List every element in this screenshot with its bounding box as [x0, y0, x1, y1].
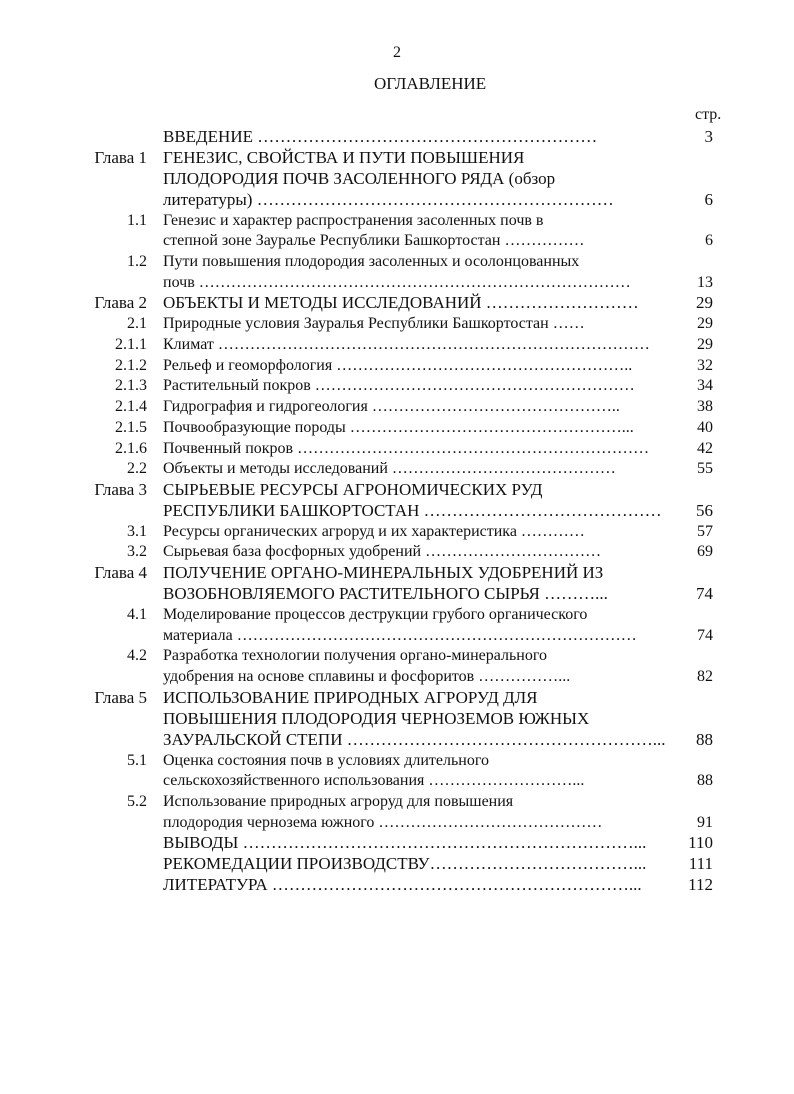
toc-entry-title: [163, 542, 668, 563]
toc-entry-page: 38: [697, 398, 713, 416]
toc-entry-number: 1.1: [127, 211, 147, 229]
toc-entry-title: [163, 480, 668, 522]
toc-entry-title-line: ИСПОЛЬЗОВАНИЕ ПРИРОДНЫХ АГРОРУД ДЛЯ: [163, 687, 538, 707]
toc-entry-title: [163, 397, 668, 418]
toc-entry-number: Глава 4: [94, 563, 147, 583]
toc-entry-title-line: степной зоне Зауралье Республики Башкортостан ……………: [163, 232, 585, 250]
toc-entry-page: 56: [696, 500, 713, 520]
toc-entry-number: 3.2: [127, 543, 147, 561]
toc-entry-title: [163, 418, 668, 439]
toc-entry-title: [163, 439, 668, 460]
toc-entry-page: 29: [697, 315, 713, 333]
toc-entry-title: [163, 314, 668, 335]
toc-entry: [0, 127, 794, 148]
toc-entry-page: 34: [697, 377, 713, 395]
toc-entry-title-line: Ресурсы органических агроруд и их характеристика …………: [163, 522, 585, 540]
toc-entry: [0, 459, 794, 480]
toc-entry-title-line: Пути повышения плодородия засоленных и осолонцованных: [163, 253, 580, 271]
toc-entry-page: 3: [704, 127, 713, 146]
toc-entry: [0, 376, 794, 397]
toc-entry-page: 111: [688, 854, 713, 874]
toc-entry-number: Глава 3: [94, 479, 147, 499]
toc-entry-page: 110: [688, 833, 713, 853]
toc-entry-title: [163, 854, 668, 875]
toc-entry-title: [163, 356, 668, 377]
toc-entry-title-line: ЛИТЕРАТУРА ………………………………………………………...: [163, 875, 642, 895]
toc-entry-number: 5.1: [127, 751, 147, 769]
toc-entry-page: 6: [705, 232, 713, 250]
page-title: ОГЛАВЛЕНИЕ: [374, 74, 487, 93]
toc-entry-title-line: почв ………………………………………………………………………: [163, 273, 631, 291]
toc-entry-title-line: РЕСПУБЛИКИ БАШКОРТОСТАН ……………………………………: [163, 500, 662, 520]
toc-entry-title: [163, 335, 668, 356]
toc-entry-title: [163, 833, 668, 854]
toc-entry: [0, 356, 794, 377]
toc-entry-page: 55: [697, 460, 713, 478]
toc-entry-title: [163, 563, 668, 605]
toc-entry-title-line: плодородия чернозема южного ……………………………………: [163, 813, 603, 831]
toc-entry-page: 40: [697, 418, 713, 436]
toc-entry-number: 2.1.5: [115, 418, 147, 436]
toc-entry-title-line: Растительный покров ……………………………………………………: [163, 377, 635, 395]
toc-entry: [0, 792, 794, 833]
toc-entry-number: 2.1.4: [115, 398, 147, 416]
toc-entry: [0, 542, 794, 563]
toc-entry-title-line: ВВЕДЕНИЕ ……………………………………………………: [163, 127, 598, 146]
toc-entry-title-line: литературы) ………………………………………………………: [163, 189, 614, 209]
toc-entry-page: 82: [697, 668, 713, 686]
toc-entry-number: Глава 2: [94, 293, 147, 313]
toc-entry-title-line: Сырьевая база фосфорных удобрений ……………………………: [163, 543, 602, 561]
toc-entry-title-line: удобрения на основе сплавины и фосфоритов ……………...: [163, 668, 571, 686]
toc-entry-number: 2.1.3: [115, 377, 147, 395]
toc-entry-number: Глава 5: [94, 687, 147, 707]
toc-entry-page: 69: [697, 543, 713, 561]
toc-entry-title: [163, 792, 668, 833]
toc-entry-title: [163, 875, 668, 896]
toc-entry-page: 57: [697, 522, 713, 540]
toc-entry-title-line: ВОЗОБНОВЛЯЕМОГО РАСТИТЕЛЬНОГО СЫРЬЯ ………...: [163, 584, 608, 604]
toc-entry-title: [163, 751, 668, 792]
toc-entry: [0, 211, 794, 252]
toc-entry: [0, 252, 794, 293]
toc-entry-page: 6: [704, 189, 713, 209]
toc-entry-title-line: ПОЛУЧЕНИЕ ОРГАНО-МИНЕРАЛЬНЫХ УДОБРЕНИЙ ИЗ: [163, 563, 604, 583]
toc-entry-title-line: Разработка технологии получения органо-минерального: [163, 647, 548, 665]
toc-entry-title-line: ЗАУРАЛЬСКОЙ СТЕПИ ………………………………………………...: [163, 729, 666, 749]
toc-entry-title-line: ПОВЫШЕНИЯ ПЛОДОРОДИЯ ЧЕРНОЗЕМОВ ЮЖНЫХ: [163, 708, 590, 728]
toc-entry-page: 29: [696, 293, 713, 313]
toc-entry-title-line: ОБЪЕКТЫ И МЕТОДЫ ИССЛЕДОВАНИЙ ………………………: [163, 293, 639, 313]
toc-entry-title: [163, 148, 668, 211]
toc-entry-title-line: Моделирование процессов деструкции грубого органического: [163, 606, 588, 623]
toc-entry-page: 32: [697, 356, 713, 374]
toc-entry-title: [163, 522, 668, 543]
toc-entry-number: 2.1.6: [115, 439, 147, 457]
toc-entry: [0, 751, 794, 792]
toc-entry-title: [163, 688, 668, 751]
toc-entry: [0, 833, 794, 854]
toc-entry-title-line: Генезис и характер распространения засоленных почв в: [163, 211, 544, 229]
toc-entry-title-line: РЕКОМЕДАЦИИ ПРОИЗВОДСТВУ………………………………...: [163, 854, 647, 874]
toc-entry-page: 13: [697, 273, 713, 291]
toc-entry-title: [163, 211, 668, 252]
toc-entry-title-line: Климат ………………………………………………………………………: [163, 336, 650, 354]
toc-entry-page: 29: [697, 336, 713, 354]
toc-entry-page: 42: [697, 439, 713, 457]
toc-entry-page: 74: [697, 626, 713, 644]
toc-entry-number: 2.2: [127, 460, 147, 478]
toc-entry-number: 2.1: [127, 315, 147, 333]
toc-entry-title: [163, 646, 668, 687]
toc-entry-title-line: Объекты и методы исследований ……………………………………: [163, 460, 616, 478]
toc-entry-number: 5.2: [127, 792, 147, 810]
table-of-contents: [0, 127, 794, 896]
toc-entry-title: [163, 376, 668, 397]
toc-entry-number: 3.1: [127, 522, 147, 540]
toc-entry-page: 91: [697, 813, 713, 831]
toc-entry-title-line: Использование природных агроруд для повышения: [163, 792, 514, 810]
toc-entry-title-line: ПЛОДОРОДИЯ ПОЧВ ЗАСОЛЕННОГО РЯДА (обзор: [163, 168, 556, 188]
toc-entry: [0, 293, 794, 314]
toc-entry: [0, 480, 794, 522]
toc-entry-title-line: Рельеф и геоморфология ………………………………………………..: [163, 356, 633, 374]
toc-entry-title-line: сельскохозяйственного использования ………………………...: [163, 772, 585, 790]
toc-entry-title: [163, 293, 668, 314]
toc-entry-title-line: Почвообразующие породы ……………………………………………...: [163, 418, 634, 436]
toc-entry-title: [163, 127, 668, 148]
page-number: 2: [393, 44, 401, 61]
toc-entry-title-line: Оценка состояния почв в условиях длительного: [163, 751, 489, 769]
toc-entry-title-line: Природные условия Зауралья Республики Башкортостан ……: [163, 315, 585, 333]
toc-entry: [0, 439, 794, 460]
toc-entry: [0, 646, 794, 687]
toc-entry-number: 2.1.1: [115, 336, 147, 354]
toc-entry: [0, 688, 794, 751]
toc-entry: [0, 875, 794, 896]
toc-entry: [0, 397, 794, 418]
toc-entry-number: 4.2: [127, 647, 147, 665]
toc-entry-title-line: Гидрография и гидрогеология ………………………………………..: [163, 398, 620, 416]
page-column-header: стр.: [695, 106, 722, 123]
toc-entry: [0, 314, 794, 335]
toc-entry: [0, 854, 794, 875]
toc-entry: [0, 148, 794, 211]
toc-entry-title: [163, 252, 668, 293]
toc-entry-title: [163, 459, 668, 480]
toc-entry: [0, 335, 794, 356]
toc-entry-number: Глава 1: [94, 147, 147, 167]
toc-entry-number: 1.2: [127, 253, 147, 271]
toc-entry: [0, 418, 794, 439]
toc-entry-page: 88: [697, 772, 713, 790]
toc-entry: [0, 563, 794, 605]
toc-entry-page: 112: [688, 875, 713, 895]
toc-entry-title-line: материала …………………………………………………………………: [163, 626, 637, 644]
toc-entry-title-line: ГЕНЕЗИС, СВОЙСТВА И ПУТИ ПОВЫШЕНИЯ: [163, 147, 525, 167]
toc-entry-title-line: ВЫВОДЫ ……………………………………………………………...: [163, 833, 647, 853]
toc-entry-page: 88: [696, 729, 713, 749]
toc-entry-number: 2.1.2: [115, 356, 147, 374]
toc-entry-title-line: Почвенный покров …………………………………………………………: [163, 439, 650, 457]
toc-entry-title-line: СЫРЬЕВЫЕ РЕСУРСЫ АГРОНОМИЧЕСКИХ РУД: [163, 479, 543, 499]
toc-entry-number: 4.1: [127, 606, 147, 623]
toc-entry-page: 74: [696, 584, 713, 604]
toc-entry: [0, 605, 794, 646]
toc-entry: [0, 522, 794, 543]
toc-entry-title: [163, 605, 668, 646]
